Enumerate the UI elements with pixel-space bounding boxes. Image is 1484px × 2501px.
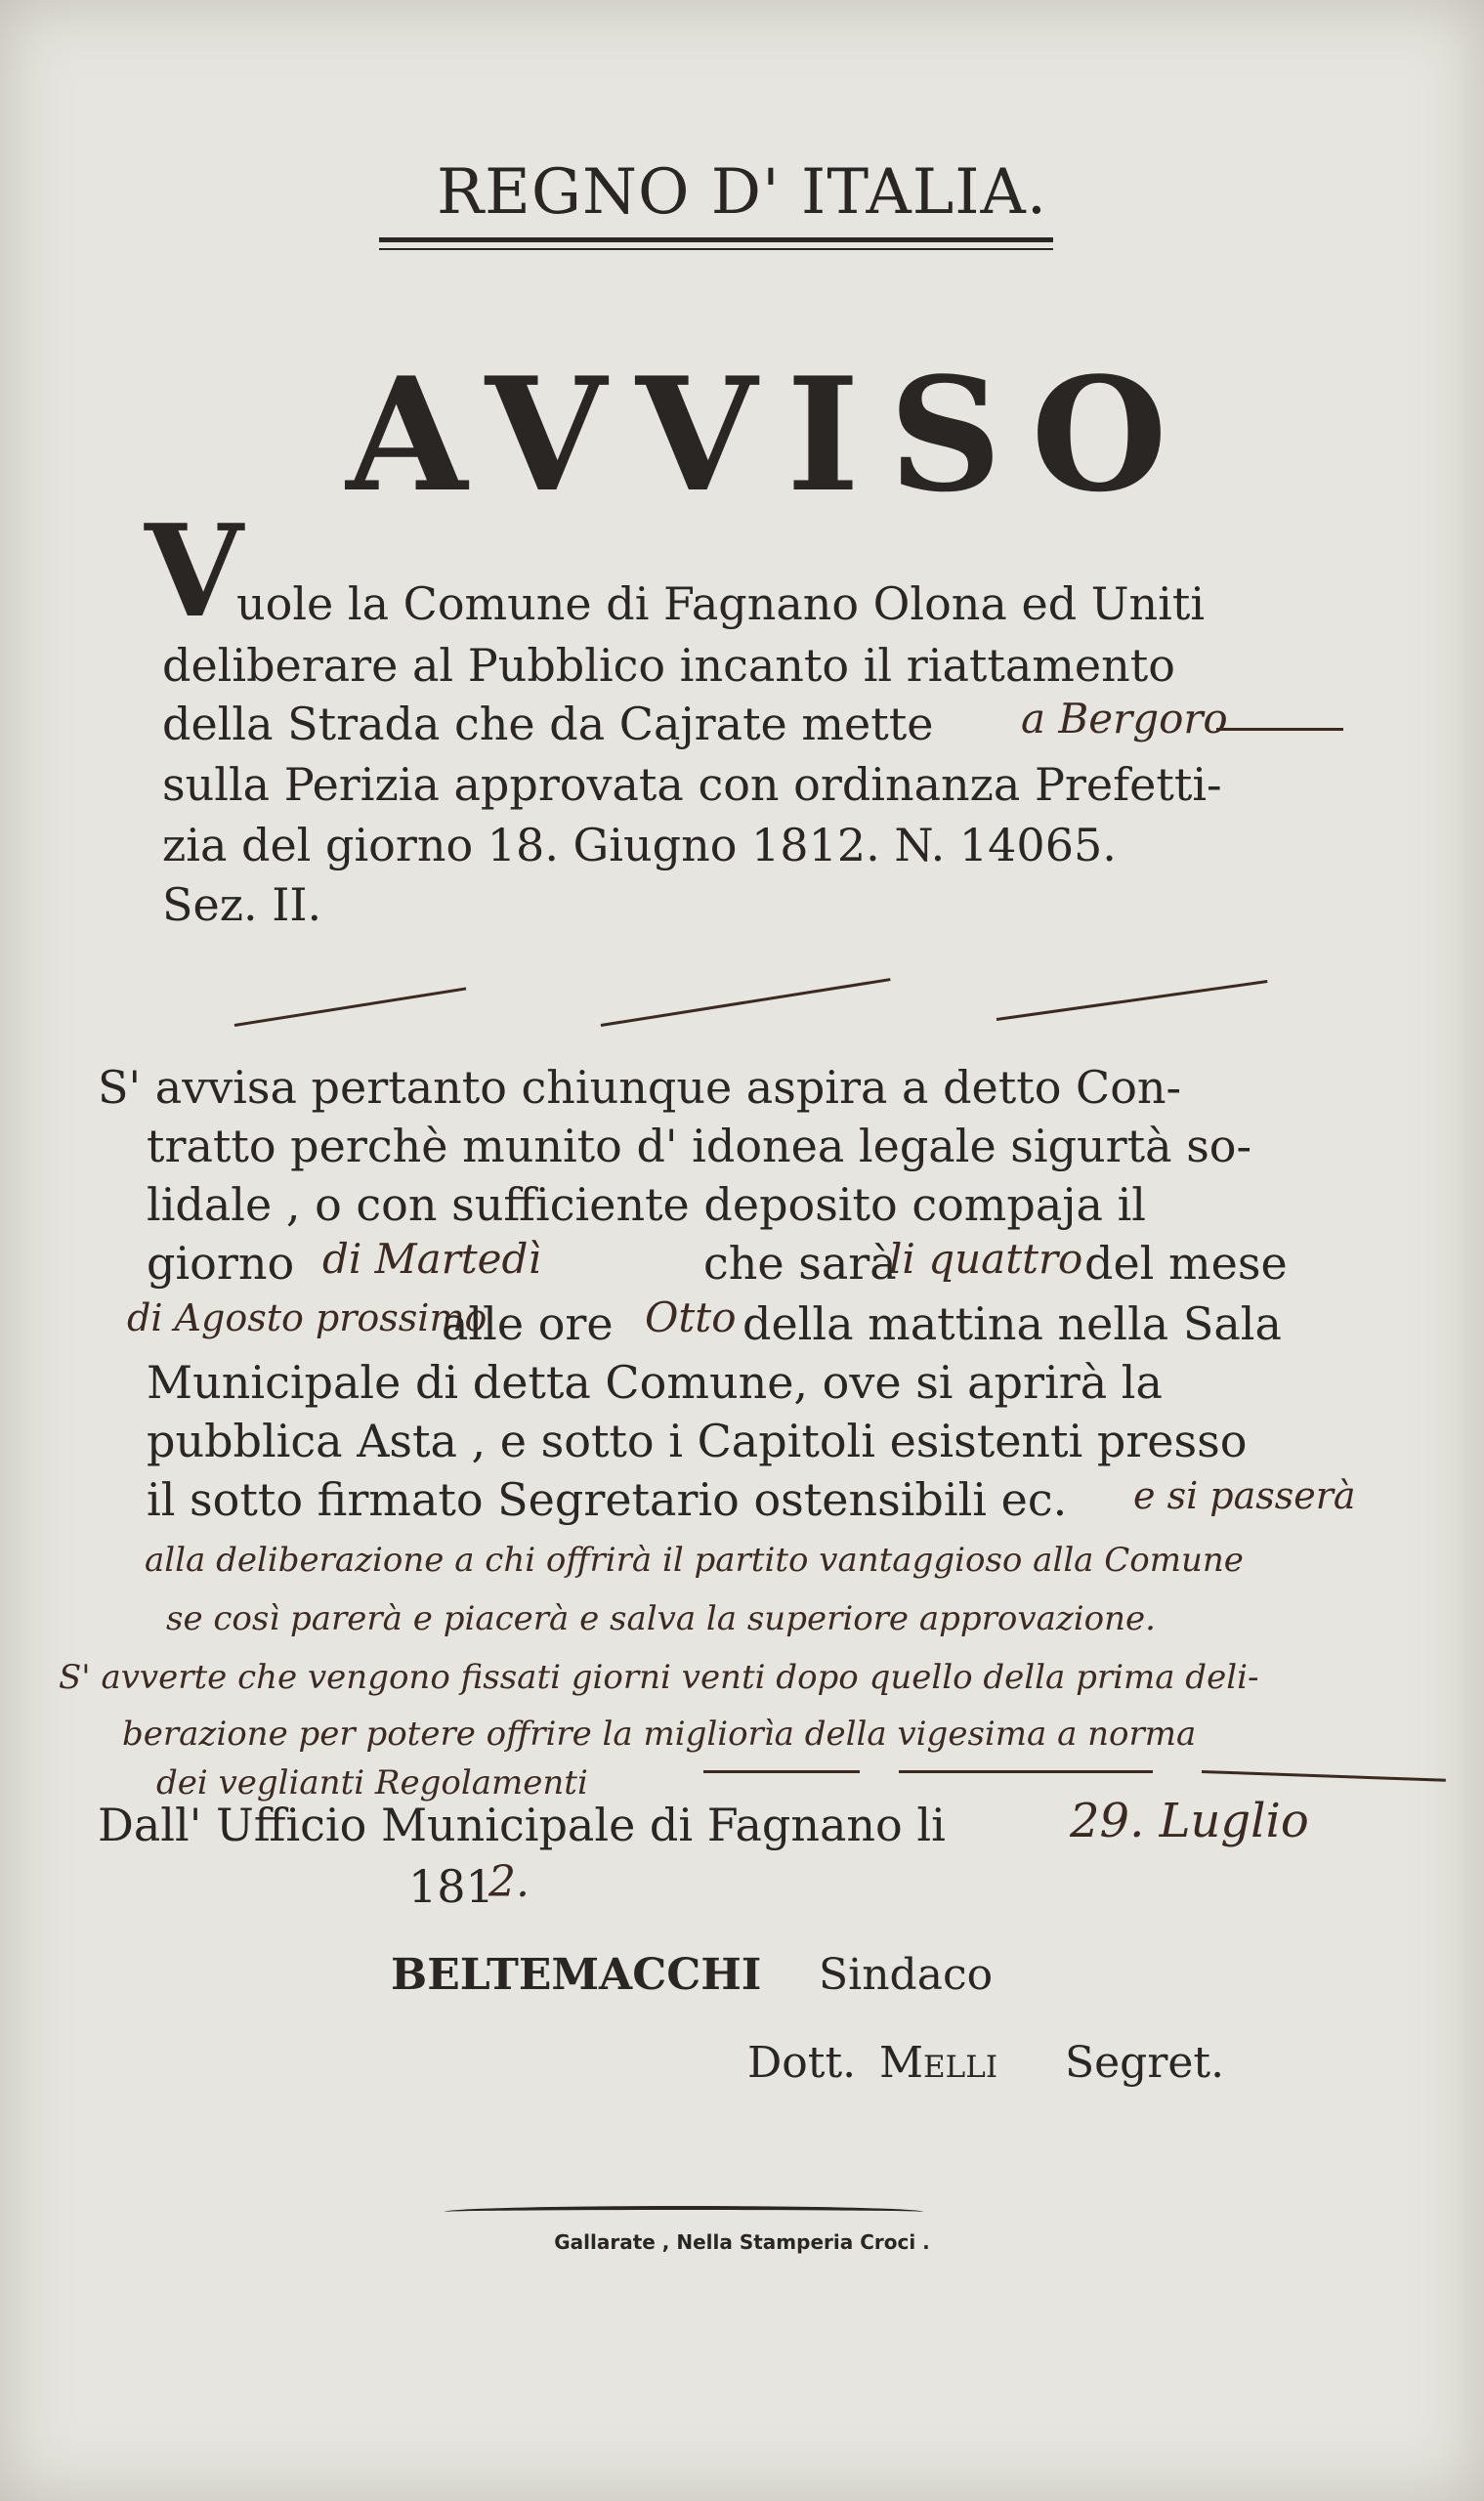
handwritten-year-digit: 2.	[488, 1857, 530, 1907]
kingdom-heading: REGNO D' ITALIA.	[436, 156, 1048, 229]
ink-stroke	[234, 987, 467, 1027]
p1-line-6: Sez. II.	[162, 878, 322, 931]
ink-stroke	[1216, 728, 1343, 731]
handwritten-addendum-line-1: alla deliberazione a chi offrirà il partito vantaggioso alla Comune	[145, 1541, 1244, 1580]
p1-line-2: deliberare al Pubblico incanto il riattamento	[162, 639, 1175, 692]
mayor-title: Sindaco	[819, 1950, 994, 2000]
heading-rule-thick	[379, 237, 1053, 242]
ink-stroke	[996, 980, 1268, 1021]
p2-line-5-end: della mattina nella Sala	[742, 1297, 1282, 1350]
heading-rule-thin	[379, 248, 1053, 250]
handwritten-month: di Agosto prossimo	[127, 1296, 488, 1339]
closing-year: 181	[408, 1860, 494, 1913]
p2-line-4-end: del mese	[1084, 1237, 1288, 1290]
p1-line-1: uole la Comune di Fagnano Olona ed Uniti	[236, 577, 1206, 630]
handwritten-date: li quattro	[889, 1235, 1083, 1283]
handwritten-addendum-line-3: S' avverte che vengono fissati giorni venti dopo quello della prima deli-	[59, 1658, 1259, 1697]
ink-stroke	[703, 1770, 860, 1773]
p2-line-4-mid: che sarà	[703, 1237, 897, 1290]
p2-line-7: pubblica Asta , e sotto i Capitoli esistenti presso	[147, 1415, 1248, 1467]
ink-stroke	[899, 1770, 1153, 1773]
p2-line-2: tratto perchè munito d' idonea legale sigurtà so-	[147, 1120, 1252, 1172]
p2-line-1: S' avvisa pertanto chiunque aspira a detto Con-	[98, 1061, 1182, 1114]
handwritten-hour: Otto	[645, 1293, 737, 1341]
handwritten-addendum-start: e si passerà	[1133, 1474, 1356, 1517]
handwritten-destination: a Bergoro	[1021, 695, 1228, 742]
ink-stroke	[1202, 1770, 1446, 1782]
handwritten-addendum-line-5: dei veglianti Regolamenti	[156, 1763, 588, 1802]
closing-place: Dall' Ufficio Municipale di Fagnano li	[98, 1799, 946, 1851]
secretary-name: Melli	[879, 2038, 998, 2088]
notice-title: AVVISO	[346, 343, 1197, 527]
p1-line-3: della Strada che da Cajrate mette	[162, 698, 934, 750]
p1-line-5: zia del giorno 18. Giugno 1812. N. 14065.	[162, 819, 1117, 871]
p1-line-4: sulla Perizia approvata con ordinanza Prefetti-	[162, 758, 1222, 811]
secretary-title: Segret.	[1065, 2038, 1225, 2088]
handwritten-addendum-line-4: berazione per potere offrire la migliorìa della vigesima a norma	[122, 1715, 1197, 1754]
printer-rule	[445, 2206, 923, 2218]
handwritten-addendum-line-2: se così parerà e piacerà e salva la superiore approvazione.	[166, 1599, 1156, 1638]
handwritten-day: di Martedì	[322, 1235, 541, 1283]
drop-cap: V	[145, 496, 243, 646]
mayor-name: BELTEMACCHI	[391, 1950, 762, 2000]
p2-line-5-start: alle ore	[442, 1297, 614, 1350]
handwritten-closing-date: 29. Luglio	[1070, 1794, 1309, 1848]
p2-line-4-start: giorno	[147, 1237, 295, 1290]
p2-line-8: il sotto firmato Segretario ostensibili ec.	[147, 1473, 1068, 1526]
ink-stroke	[601, 978, 891, 1027]
p2-line-3: lidale , o con sufficiente deposito compaja il	[147, 1178, 1147, 1231]
p2-line-6: Municipale di detta Comune, ove si aprirà la	[147, 1356, 1163, 1409]
printer-imprint: Gallarate , Nella Stamperia Croci .	[554, 2230, 930, 2254]
secretary-prefix: Dott.	[747, 2038, 857, 2088]
